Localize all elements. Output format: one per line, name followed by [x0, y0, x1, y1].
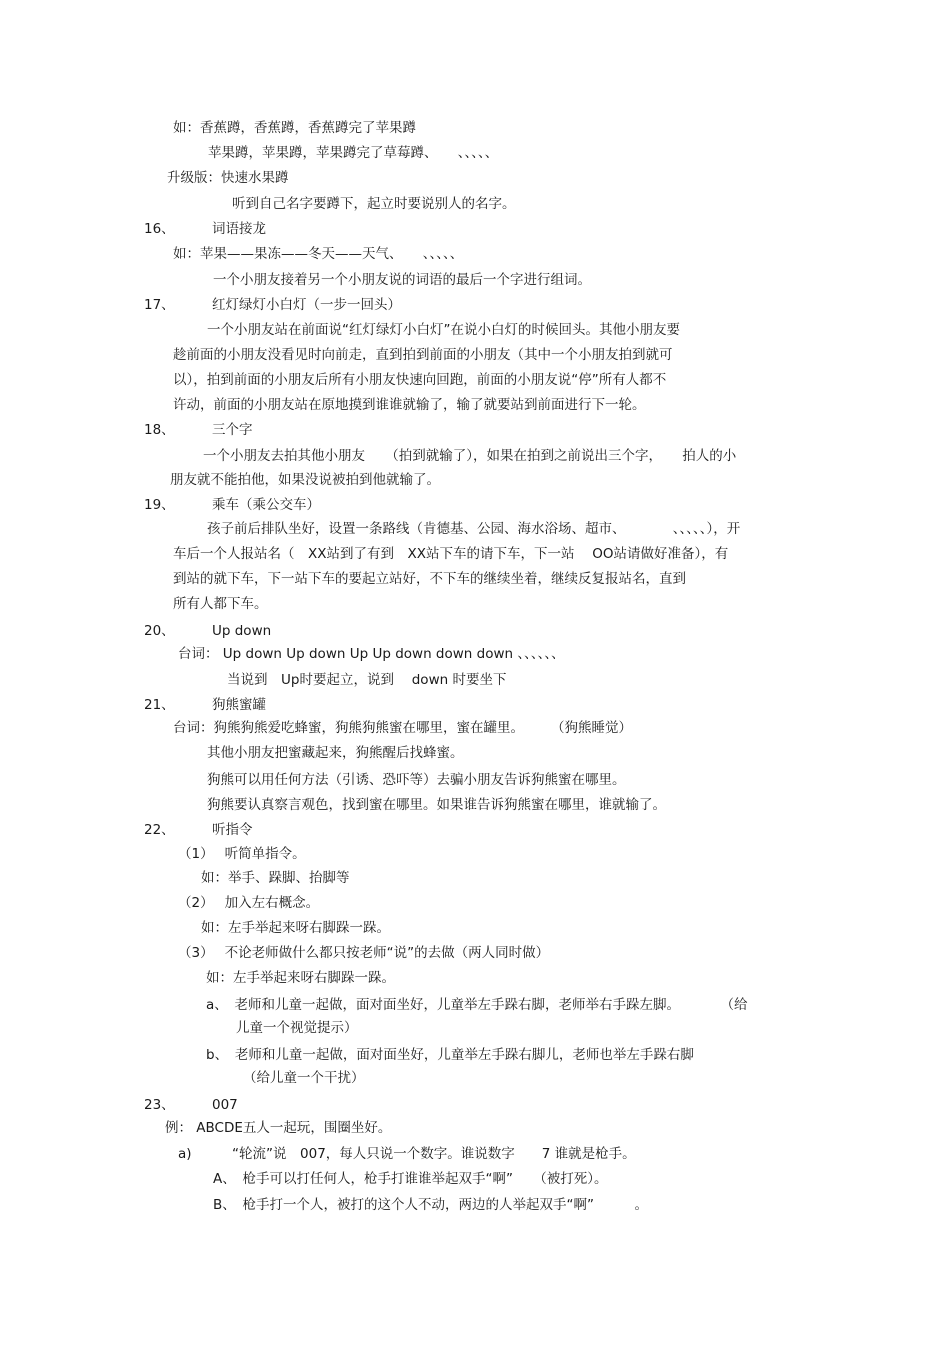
text-line: 趁前面的小朋友没看见时向前走，直到拍到前面的小朋友（其中一个小朋友拍到就可: [173, 347, 673, 363]
text-line: （3） 不论老师做什么都只按老师“说”的去做（两人同时做）: [178, 945, 550, 961]
text-line: 一个小朋友去拍其他小朋友 （拍到就输了），如果在拍到之前说出三个字， 拍人的小: [203, 448, 737, 464]
text-line: 儿童一个视觉提示）: [236, 1020, 358, 1036]
text-line: （2） 加入左右概念。: [178, 895, 320, 911]
text-line: 到站的就下车，下一站下车的要起立站好，不下车的继续坐着，继续反复报站名，直到: [173, 571, 686, 587]
text-line: 台词： Up down Up down Up Up down down down 、、、、、、: [178, 646, 565, 662]
section-heading-22: 22、 听指令: [144, 822, 253, 838]
section-heading-23: 23、 007: [144, 1097, 238, 1113]
text-line: 朋友就不能拍他，如果没说被拍到他就输了。: [170, 472, 440, 488]
text-line: 一个小朋友接着另一个小朋友说的词语的最后一个字进行组词。: [213, 272, 591, 288]
section-heading-17: 17、 红灯绿灯小白灯（一步一回头）: [144, 297, 401, 313]
text-line: 一个小朋友站在前面说“红灯绿灯小白灯”在说小白灯的时候回头。其他小朋友要: [207, 322, 680, 338]
text-line: 车后一个人报站名（ XX站到了有到 XX站下车的请下车，下一站 OO站请做好准备），有: [173, 546, 729, 562]
text-line: 如：左手举起来呀右脚跺一跺。: [201, 920, 390, 936]
text-line: 以），拍到前面的小朋友后所有小朋友快速向回跑，前面的小朋友说“停”所有人都不: [173, 372, 667, 388]
text-line: 如：苹果——果冻——冬天——天气、 、、、、、: [173, 246, 464, 262]
text-line: b、 老师和儿童一起做，面对面坐好，儿童举左手跺右脚儿，老师也举左手跺右脚: [206, 1047, 694, 1063]
text-line: 如：举手、跺脚、抬脚等: [201, 870, 350, 886]
text-line: a、 老师和儿童一起做，面对面坐好，儿童举左手跺右脚，老师举右手跺左脚。 （给: [206, 997, 748, 1013]
text-line: 如：左手举起来呀右脚跺一跺。: [206, 970, 395, 986]
text-line: 例： ABCDE五人一起玩，围圈坐好。: [165, 1120, 392, 1136]
text-line: 孩子前后排队坐好，设置一条路线（肯德基、公园、海水浴场、超市、 、、、、、），开: [207, 521, 741, 537]
text-line: 狗熊可以用任何方法（引诱、恐吓等）去骗小朋友告诉狗熊蜜在哪里。: [207, 772, 626, 788]
section-heading-16: 16、 词语接龙: [144, 221, 266, 237]
text-line: 听到自己名字要蹲下，起立时要说别人的名字。: [232, 196, 516, 212]
text-line: 苹果蹲，苹果蹲，苹果蹲完了草莓蹲、 、、、、、: [208, 145, 499, 161]
text-line: 台词：狗熊狗熊爱吃蜂蜜，狗熊狗熊蜜在哪里，蜜在罐里。 （狗熊睡觉）: [173, 720, 632, 736]
text-line: 当说到 Up时要起立，说到 down 时要坐下: [227, 672, 507, 688]
text-line: 其他小朋友把蜜藏起来，狗熊醒后找蜂蜜。: [207, 745, 464, 761]
section-heading-18: 18、 三个字: [144, 422, 253, 438]
text-line: 如：香蕉蹲，香蕉蹲，香蕉蹲完了苹果蹲: [173, 120, 416, 136]
section-heading-19: 19、 乘车（乘公交车）: [144, 497, 320, 513]
text-line: 升级版：快速水果蹲: [167, 170, 289, 186]
text-line: 所有人都下车。: [173, 596, 268, 612]
text-line: a) “轮流”说 007，每人只说一个数字。谁说数字 7 谁就是枪手。: [178, 1146, 636, 1162]
text-line: 狗熊要认真察言观色，找到蜜在哪里。如果谁告诉狗熊蜜在哪里，谁就输了。: [207, 797, 666, 813]
text-line: A、 枪手可以打任何人，枪手打谁谁举起双手“啊” （被打死）。: [213, 1171, 608, 1187]
section-heading-21: 21、 狗熊蜜罐: [144, 697, 266, 713]
section-heading-20: 20、 Up down: [144, 623, 272, 639]
text-line: （1） 听简单指令。: [178, 846, 306, 862]
text-line: B、 枪手打一个人，被打的这个人不动，两边的人举起双手“啊” 。: [213, 1197, 648, 1213]
text-line: 许动，前面的小朋友站在原地摸到谁谁就输了，输了就要站到前面进行下一轮。: [173, 397, 646, 413]
text-line: （给儿童一个干扰）: [243, 1070, 365, 1086]
